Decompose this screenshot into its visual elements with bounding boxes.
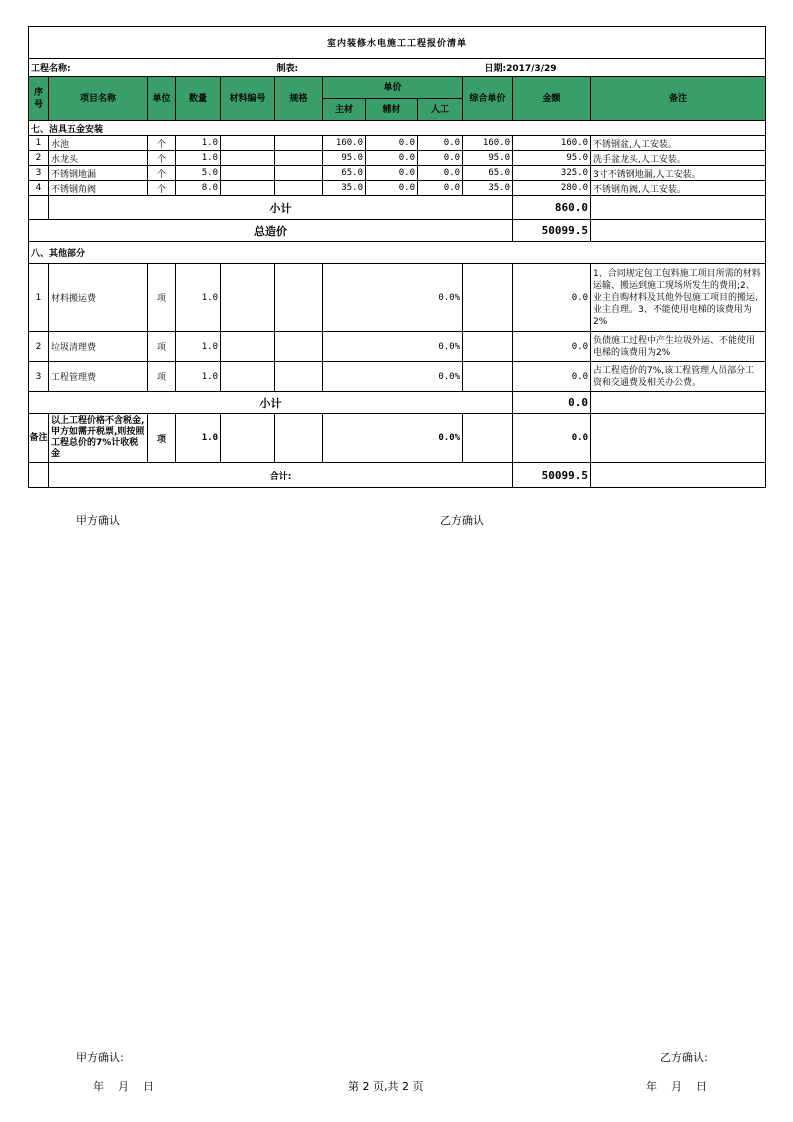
cell-remark: 3寸不锈钢地漏,人工安装。: [591, 166, 766, 181]
cell-item-name: 垃圾清理费: [49, 332, 148, 362]
header-amount: 金额: [513, 77, 591, 121]
table-row: [29, 332, 766, 362]
total-cost-value: 50099.5: [513, 220, 591, 242]
cell-combined-price: [463, 362, 513, 392]
page-number: 第 2 页,共 2 页: [348, 1080, 424, 1093]
cell-spec: [275, 166, 323, 181]
section-title-fixtures: 七、洁具五金安装: [29, 121, 766, 136]
party-a-confirm-top: 甲方确认: [76, 514, 120, 527]
cell-seq: 2: [29, 151, 49, 166]
party-b-confirm-bottom: 乙方确认:: [660, 1051, 708, 1064]
cell-quantity: 1.0: [176, 332, 221, 362]
party-b-date: 年 月 日: [646, 1080, 707, 1093]
cell-seq: 1: [29, 136, 49, 151]
cell-labor: 0.0: [418, 181, 463, 196]
cell-item-name: 工程管理费: [49, 362, 148, 392]
cell-main-material: 95.0: [323, 151, 366, 166]
cell-percentage: 0.0%: [323, 362, 463, 392]
cell-labor: 0.0: [418, 136, 463, 151]
cell-combined-price: [463, 332, 513, 362]
party-a-date: 年 月 日: [93, 1080, 154, 1093]
subtotal-label: 小计: [29, 392, 513, 414]
header-item-name: 项目名称: [49, 77, 148, 121]
cell-spec: [275, 181, 323, 196]
cell-unit: 个: [148, 136, 176, 151]
cell-remark: 占工程造价的7%,该工程管理人员部分工资和交通费及相关办公费。: [591, 362, 766, 392]
table-row: [29, 151, 766, 166]
total-cost-label: 总造价: [29, 220, 513, 242]
cell-amount: 160.0: [513, 136, 591, 151]
party-b-confirm-top: 乙方确认: [440, 514, 484, 527]
cell-material-code: [221, 166, 275, 181]
cell-combined-price: 65.0: [463, 166, 513, 181]
cell-spec: [275, 151, 323, 166]
quotation-table: [28, 26, 766, 488]
cell-aux-material: 0.0: [366, 181, 418, 196]
cell-remark: 洗手盆龙头,人工安装。: [591, 151, 766, 166]
cell-item-name: 不锈钢地漏: [49, 166, 148, 181]
table-row: [29, 166, 766, 181]
table-row: [29, 362, 766, 392]
total-cost-remark: [591, 220, 766, 242]
cell-amount: 0.0: [513, 332, 591, 362]
project-name-label: 工程名称:: [29, 59, 275, 77]
cell-amount: 0.0: [513, 264, 591, 332]
header-seq: 序号: [29, 77, 49, 121]
cell-item-name: 水池: [49, 136, 148, 151]
cell-main-material: 160.0: [323, 136, 366, 151]
table-row: [29, 264, 766, 332]
tax-percentage: 0.0%: [323, 414, 463, 463]
table-row: [29, 181, 766, 196]
cell-item-name: 材料搬运费: [49, 264, 148, 332]
grand-total-label: 合计:: [49, 463, 513, 488]
subtotal-blank: [29, 196, 49, 220]
cell-material-code: [221, 362, 275, 392]
cell-combined-price: 160.0: [463, 136, 513, 151]
cell-percentage: 0.0%: [323, 332, 463, 362]
grand-total-blank: [29, 463, 49, 488]
cell-spec: [275, 332, 323, 362]
cell-combined-price: [463, 264, 513, 332]
header-unit-price: 单价: [323, 77, 463, 99]
cell-combined-price: 95.0: [463, 151, 513, 166]
cell-item-name: 不锈钢角阀: [49, 181, 148, 196]
cell-quantity: 1.0: [176, 151, 221, 166]
header-quantity: 数量: [176, 77, 221, 121]
cell-seq: 1: [29, 264, 49, 332]
cell-main-material: 65.0: [323, 166, 366, 181]
cell-material-code: [221, 181, 275, 196]
tax-note-text: 以上工程价格不含税金,甲方如需开税票,则按照工程总价的7%计收税金: [49, 414, 148, 463]
cell-unit: 项: [148, 332, 176, 362]
header-aux-material: 辅材: [366, 99, 418, 121]
tax-remark: [591, 414, 766, 463]
header-material-code: 材料编号: [221, 77, 275, 121]
cell-seq: 4: [29, 181, 49, 196]
cell-item-name: 水龙头: [49, 151, 148, 166]
cell-spec: [275, 136, 323, 151]
cell-quantity: 8.0: [176, 181, 221, 196]
tax-unit: 项: [148, 414, 176, 463]
subtotal-value: 0.0: [513, 392, 591, 414]
grand-total-value: 50099.5: [513, 463, 591, 488]
cell-seq: 3: [29, 362, 49, 392]
subtotal-label: 小计: [49, 196, 513, 220]
cell-seq: 2: [29, 332, 49, 362]
cell-combined-price: 35.0: [463, 181, 513, 196]
cell-labor: 0.0: [418, 151, 463, 166]
cell-amount: 95.0: [513, 151, 591, 166]
subtotal-value: 860.0: [513, 196, 591, 220]
cell-amount: 280.0: [513, 181, 591, 196]
tax-combined-price: [463, 414, 513, 463]
table-row: [29, 136, 766, 151]
cell-unit: 个: [148, 181, 176, 196]
cell-main-material: 35.0: [323, 181, 366, 196]
header-main-material: 主材: [323, 99, 366, 121]
cell-aux-material: 0.0: [366, 151, 418, 166]
section-title-other: 八、其他部分: [29, 242, 766, 264]
header-combined-price: 综合单价: [463, 77, 513, 121]
header-unit: 单位: [148, 77, 176, 121]
cell-spec: [275, 362, 323, 392]
cell-quantity: 1.0: [176, 136, 221, 151]
header-spec: 规格: [275, 77, 323, 121]
cell-quantity: 1.0: [176, 264, 221, 332]
cell-remark: 不锈钢盆,人工安装。: [591, 136, 766, 151]
cell-unit: 项: [148, 264, 176, 332]
subtotal-remark: [591, 392, 766, 414]
cell-material-code: [221, 151, 275, 166]
page-title: 室内装修水电施工工程报价清单: [29, 27, 766, 59]
tax-material-code: [221, 414, 275, 463]
cell-remark: 1、合同规定包工包料施工项目所需的材料运输、搬运到施工现场所发生的费用;2、业主自购材料及其他外包施工项目的搬运,业主自理。3、不能使用电梯的该费用为2%: [591, 264, 766, 332]
date-label: 日期:2017/3/29: [463, 59, 766, 77]
tax-spec: [275, 414, 323, 463]
cell-material-code: [221, 264, 275, 332]
party-a-confirm-bottom: 甲方确认:: [76, 1051, 124, 1064]
cell-aux-material: 0.0: [366, 166, 418, 181]
cell-remark: 不锈钢角阀,人工安装。: [591, 181, 766, 196]
cell-material-code: [221, 332, 275, 362]
cell-unit: 项: [148, 362, 176, 392]
cell-quantity: 5.0: [176, 166, 221, 181]
header-remark: 备注: [591, 77, 766, 121]
cell-unit: 个: [148, 166, 176, 181]
cell-spec: [275, 264, 323, 332]
grand-total-remark: [591, 463, 766, 488]
subtotal-remark: [591, 196, 766, 220]
cell-percentage: 0.0%: [323, 264, 463, 332]
cell-remark: 负债施工过程中产生垃圾外运、不能使用电梯的该费用为2%: [591, 332, 766, 362]
cell-material-code: [221, 136, 275, 151]
tax-amount: 0.0: [513, 414, 591, 463]
header-labor: 人工: [418, 99, 463, 121]
cell-aux-material: 0.0: [366, 136, 418, 151]
cell-unit: 个: [148, 151, 176, 166]
maker-label: 制表:: [275, 59, 463, 77]
cell-quantity: 1.0: [176, 362, 221, 392]
cell-labor: 0.0: [418, 166, 463, 181]
tax-quantity: 1.0: [176, 414, 221, 463]
tax-note-label: 备注: [29, 414, 49, 463]
cell-amount: 325.0: [513, 166, 591, 181]
cell-seq: 3: [29, 166, 49, 181]
cell-amount: 0.0: [513, 362, 591, 392]
